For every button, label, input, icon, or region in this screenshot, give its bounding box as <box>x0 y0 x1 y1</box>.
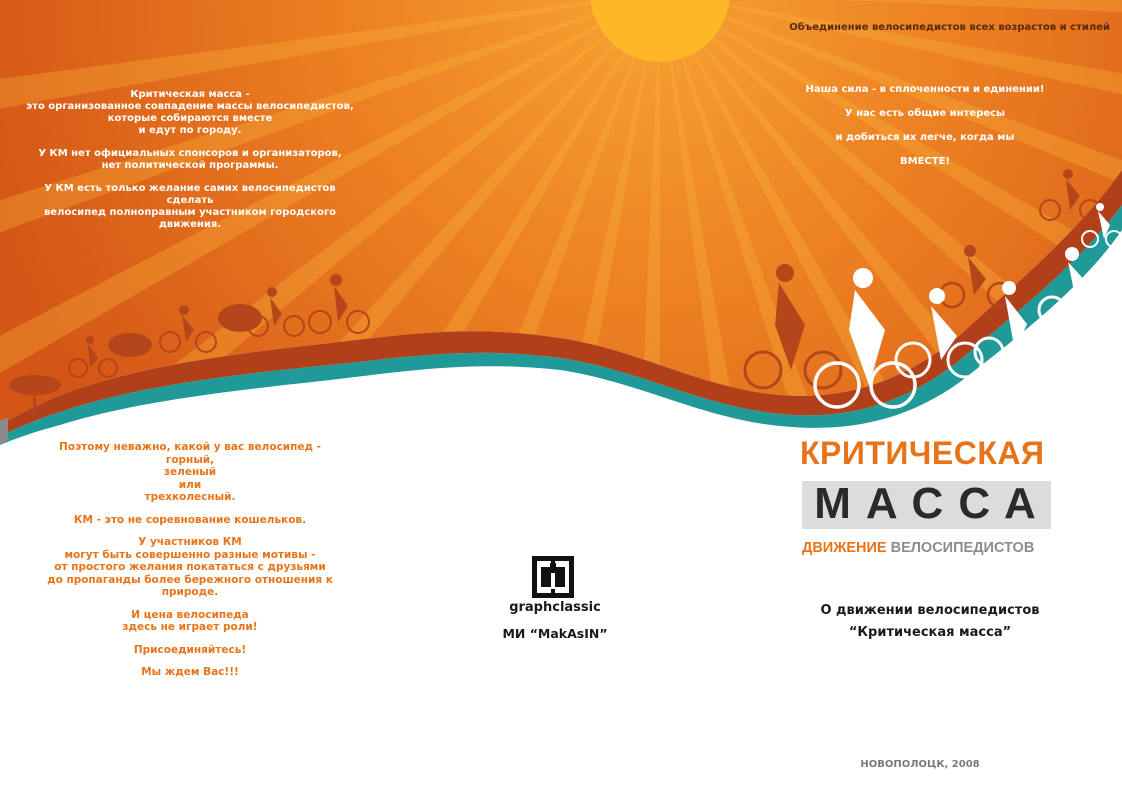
about-heading <box>790 600 1070 644</box>
left-line: У КМ есть только желание самих велосипедистов сделать <box>44 183 336 206</box>
left-line: это организованное совпадение массы велосипедистов, <box>26 101 354 112</box>
left-line: велосипед полноправным участником городского <box>43 207 337 218</box>
bottom-description-block <box>20 441 360 689</box>
right-paragraph <box>790 108 1060 120</box>
bottom-line: горный, <box>165 453 215 466</box>
left-line: движения. <box>158 219 222 230</box>
bottom-paragraph <box>20 644 360 657</box>
about-line-1: О движении велосипедистов <box>820 603 1040 618</box>
bottom-paragraph <box>20 536 360 599</box>
bottom-line: до пропаганды более бережного отношения к природе. <box>47 573 333 598</box>
bottom-line: КМ - это не соревнование кошельков. <box>73 513 307 526</box>
bottom-line: от простого желания покататься с друзьями <box>54 561 326 573</box>
bottom-paragraph <box>20 609 360 634</box>
left-paragraph <box>20 183 360 231</box>
bottom-line: здесь не играет роли! <box>122 621 258 633</box>
bottom-line: И цена велосипеда <box>131 608 249 621</box>
bottom-paragraph <box>20 666 360 679</box>
left-description-block <box>20 89 360 242</box>
bottom-line: трехколесный. <box>144 491 236 503</box>
left-paragraph <box>20 89 360 137</box>
left-line: У КМ нет официальных спонсоров и организаторов, <box>38 148 342 159</box>
bottom-paragraph <box>20 514 360 527</box>
bottom-line: У участников КМ <box>138 536 242 548</box>
right-slogan-block <box>790 84 1060 180</box>
right-line: Наша сила - в сплоченности и единении! <box>805 84 1045 95</box>
title-line-1: КРИТИЧЕСКАЯ <box>800 435 1045 471</box>
right-line: У нас есть общие интересы <box>844 108 1006 119</box>
left-line: нет политической программы. <box>101 160 279 171</box>
subtitle <box>802 539 1062 557</box>
graphclassic-logo-icon <box>531 555 575 599</box>
left-line: которые собираются вместе <box>107 113 273 124</box>
bottom-line: Мы ждем Вас!!! <box>141 666 239 678</box>
right-line: и добиться их легче, когда мы <box>835 132 1015 143</box>
title-line-2: МАССА <box>814 479 1051 528</box>
left-line: и едут по городу. <box>138 125 242 136</box>
subtitle-rest: ВЕЛОСИПЕДИСТОВ <box>886 540 1035 556</box>
bottom-line: Присоединяйтесь! <box>133 643 247 656</box>
right-line: ВМЕСТЕ! <box>900 156 950 167</box>
bottom-line: могут быть совершенно разные мотивы - <box>64 548 316 561</box>
bottom-line: Поэтому неважно, какой у вас велосипед - <box>58 441 322 453</box>
right-paragraph <box>790 132 1060 144</box>
right-paragraph <box>790 156 1060 168</box>
left-paragraph <box>20 148 360 172</box>
organization-name: МИ “MakAsIN” <box>502 626 608 641</box>
logo-label: graphclassic <box>509 600 601 615</box>
tagline: Объединение велосипедистов всех возрастов и стилей <box>789 22 1110 33</box>
about-line-2: “Критическая масса” <box>848 625 1012 640</box>
right-paragraph <box>790 84 1060 96</box>
subtitle-accent: ДВИЖЕНИЕ <box>802 540 887 556</box>
bottom-paragraph <box>20 441 360 504</box>
bottom-line: или <box>178 478 202 491</box>
bottom-line: зеленый <box>163 466 217 478</box>
footer-place-year: НОВОПОЛОЦК, 2008 <box>860 759 980 770</box>
left-line: Критическая масса - <box>130 89 250 100</box>
